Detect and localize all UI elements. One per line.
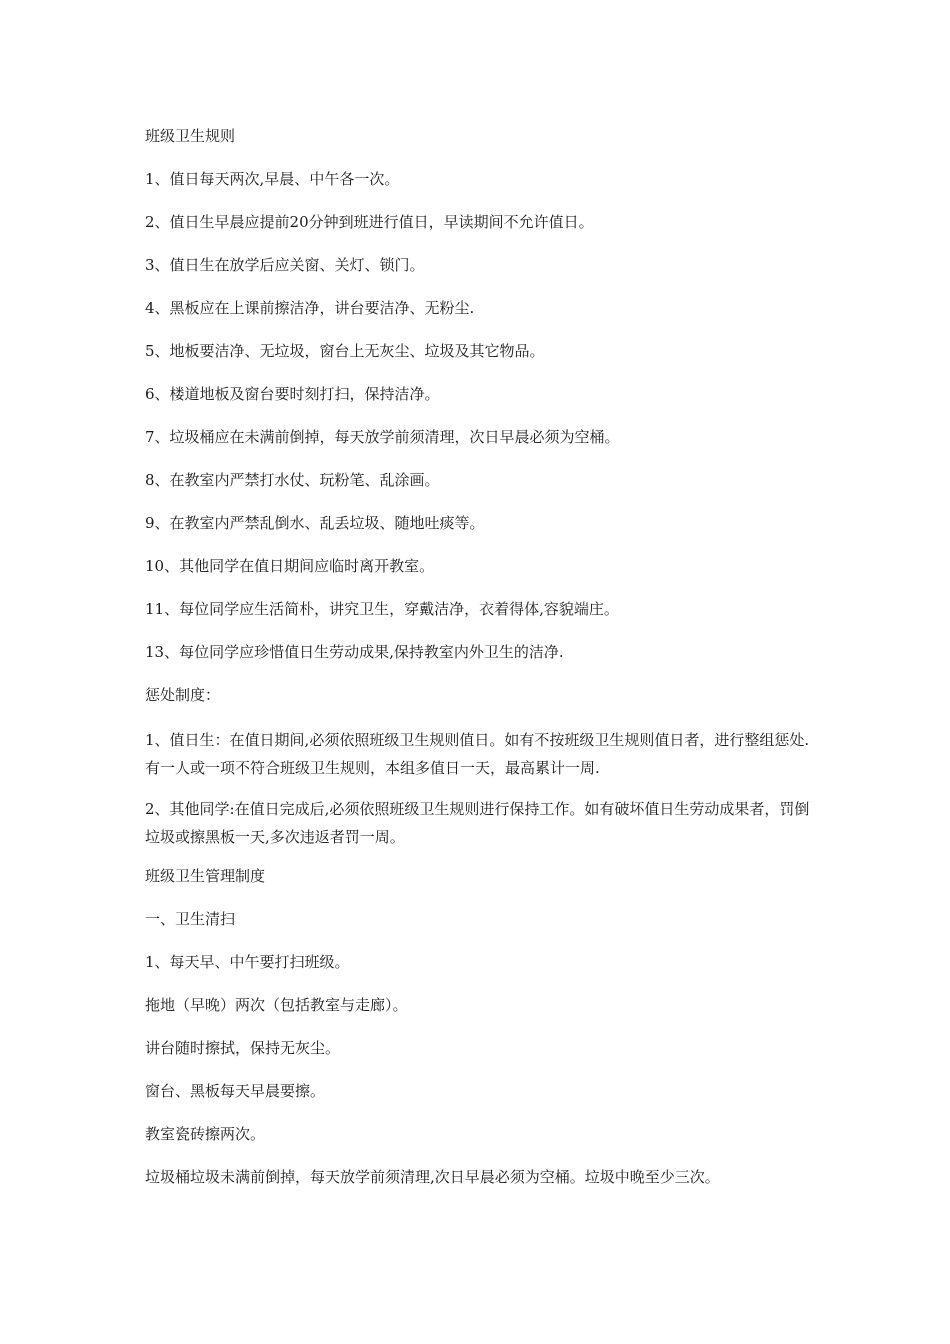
rule-item-8: 8、在教室内严禁打水仗、玩粉笔、乱涂画。 <box>145 471 440 489</box>
penalty-item-2: 2、其他同学:在值日完成后,必须依照班级卫生规则进行保持工作。如有破坏值日生劳动成果者，罚倒垃圾或擦黑板一天,多次违返者罚一周。 <box>145 800 810 846</box>
rule-item-10: 10、其他同学在值日期间应临时离开教室。 <box>145 557 435 575</box>
rule-item-5: 5、地板要洁净、无垃圾，窗台上无灰尘、垃圾及其它物品。 <box>145 342 545 360</box>
rule-item-13: 13、每位同学应珍惜值日生劳动成果,保持教室内外卫生的洁净. <box>145 643 564 661</box>
doc-title: 班级卫生规则 <box>145 127 236 145</box>
cleaning-item-tiles: 教室瓷砖擦两次。 <box>145 1125 266 1143</box>
cleaning-item-1: 1、每天早、中午要打扫班级。 <box>145 953 350 971</box>
rule-item-7: 7、垃圾桶应在未满前倒掉，每天放学前须清理，次日早晨必须为空桶。 <box>145 428 620 446</box>
subsection-heading-cleaning: 一、卫生清扫 <box>145 910 236 928</box>
rule-item-6: 6、楼道地板及窗台要时刻打扫，保持洁净。 <box>145 385 440 403</box>
document-body <box>145 124 810 1208</box>
rule-item-4: 4、黑板应在上课前擦洁净，讲台要洁净、无粉尘. <box>145 299 475 317</box>
cleaning-item-mopping: 拖地（早晚）两次（包括教室与走廊）。 <box>145 996 408 1014</box>
penalty-item-1: 1、值日生：在值日期间,必须依照班级卫生规则值日。如有不按班级卫生规则值日者，进行整组惩处.有一人或一项不符合班级卫生规则，本组多值日一天，最高累计一周. <box>145 731 810 777</box>
cleaning-item-podium: 讲台随时擦拭，保持无灰尘。 <box>145 1039 341 1057</box>
rule-item-11: 11、每位同学应生活简朴，讲究卫生，穿戴洁净，衣着得体,容貌端庄。 <box>145 600 619 618</box>
section-heading-management: 班级卫生管理制度 <box>145 867 266 885</box>
section-heading-penalty: 惩处制度： <box>145 686 221 704</box>
rule-item-3: 3、值日生在放学后应关窗、关灯、锁门。 <box>145 256 425 274</box>
rule-item-2: 2、值日生早晨应提前20分钟到班进行值日，早读期间不允许值日。 <box>145 213 594 231</box>
rule-item-1: 1、值日每天两次,早晨、中午各一次。 <box>145 170 400 188</box>
rule-item-9: 9、在教室内严禁乱倒水、乱丢垃圾、随地吐痰等。 <box>145 514 485 532</box>
cleaning-item-windowsill: 窗台、黑板每天早晨要擦。 <box>145 1082 326 1100</box>
cleaning-item-trash: 垃圾桶垃圾未满前倒掉，每天放学前须清理,次日早晨必须为空桶。垃圾中晚至少三次。 <box>145 1168 720 1186</box>
